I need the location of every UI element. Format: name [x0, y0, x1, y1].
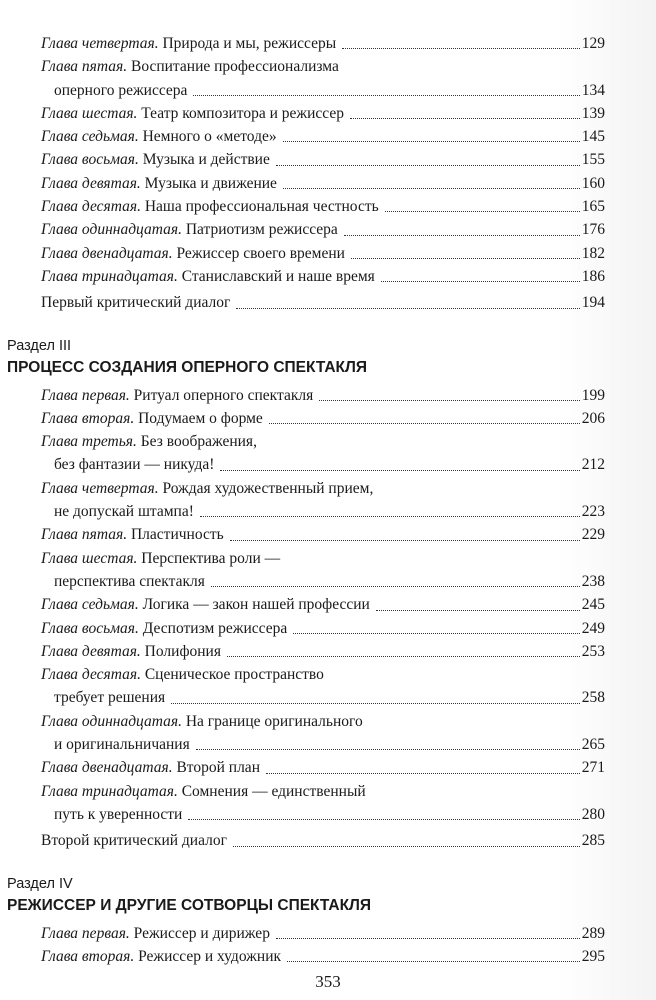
- page-ref: 155: [581, 151, 605, 169]
- dot-leader: [211, 570, 580, 587]
- chapter-number: Глава восьмая.: [41, 619, 139, 637]
- toc-entry-continuation: [41, 570, 605, 593]
- chapter-title: Музыка и действие: [142, 151, 270, 169]
- chapter-title: Театр композитора и режиссер: [141, 104, 344, 122]
- chapter-number: Глава первая.: [41, 386, 130, 404]
- toc-entry-continuation: [41, 500, 605, 523]
- dot-leader: [276, 148, 580, 165]
- toc-entry: [41, 617, 605, 640]
- toc-entry: [41, 384, 605, 407]
- page-ref: 165: [581, 198, 605, 216]
- chapter-number: Глава четвертая.: [41, 479, 159, 497]
- dot-leader: [381, 265, 580, 282]
- chapter-title: Полифония: [144, 642, 221, 660]
- chapter-title: Воспитание профессионализма: [130, 58, 339, 76]
- toc-entry-continuation: [41, 733, 605, 756]
- page-ref: 145: [581, 128, 605, 146]
- page-ref: 160: [581, 174, 605, 192]
- chapter-title-continued: оперного режиссера: [54, 81, 188, 99]
- page-number: 353: [315, 972, 341, 991]
- page-ref: 194: [581, 294, 605, 312]
- toc-entry: [41, 593, 605, 616]
- chapter-number: Глава шестая.: [41, 104, 138, 122]
- dot-leader: [376, 593, 580, 610]
- page-ref: 176: [581, 221, 605, 239]
- chapter-number: Глава одиннадцатая.: [41, 221, 182, 239]
- chapter-number: Глава десятая.: [41, 666, 141, 684]
- chapter-number: Глава пятая.: [41, 58, 128, 76]
- chapter-title: Наша профессиональная честность: [144, 198, 379, 216]
- toc-entry: [41, 945, 605, 968]
- toc-entry: [41, 218, 605, 241]
- chapter-number: Глава одиннадцатая.: [41, 712, 182, 730]
- toc-entry-continuation: [41, 686, 605, 709]
- page-ref: 186: [581, 267, 605, 285]
- dot-leader: [344, 218, 580, 235]
- dot-leader: [342, 32, 580, 49]
- chapter-title: Рождая художественный прием,: [162, 479, 374, 497]
- page-ref: 206: [581, 409, 605, 427]
- chapter-title-continued: перспектива спектакля: [54, 572, 205, 590]
- toc-entry: [41, 407, 605, 430]
- page-ref: 223: [581, 503, 605, 521]
- page-ref: 199: [581, 386, 605, 404]
- toc-entry: [41, 477, 605, 500]
- dot-leader: [200, 500, 580, 517]
- chapter-number: Глава четвертая.: [41, 35, 159, 52]
- toc-entry: [41, 172, 605, 195]
- dot-leader: [350, 102, 580, 119]
- toc-dialog-entry: [41, 291, 605, 314]
- chapter-number: Глава десятая.: [41, 198, 141, 216]
- toc-entry: [41, 710, 605, 733]
- chapter-number: Глава двенадцатая.: [41, 244, 173, 262]
- chapter-title-continued: без фантазии — никуда!: [54, 456, 215, 474]
- chapter-title: Режиссер и художник: [138, 947, 282, 965]
- section-spacer: [0, 315, 656, 336]
- page-ref: 265: [581, 736, 605, 754]
- chapter-number: Глава пятая.: [41, 526, 128, 544]
- dot-leader: [283, 125, 580, 142]
- chapter-number: Глава восьмая.: [41, 151, 139, 169]
- chapter-number: Глава вторая.: [41, 947, 135, 965]
- page-ref: 229: [581, 526, 605, 544]
- chapter-number: Глава вторая.: [41, 409, 135, 427]
- dot-leader: [193, 79, 579, 96]
- dot-leader: [283, 172, 580, 189]
- toc-entry: [41, 32, 605, 55]
- dot-leader: [188, 803, 579, 820]
- toc-dialog-entry: [41, 829, 605, 852]
- page-ref: 129: [581, 35, 605, 52]
- page-ref: 280: [581, 805, 605, 823]
- chapter-number: Глава девятая.: [41, 642, 141, 660]
- chapter-title: Деспотизм режиссера: [142, 619, 288, 637]
- chapter-title-continued: и оригинальничания: [54, 736, 190, 754]
- page-ref: 258: [581, 689, 605, 707]
- toc-entry: [41, 523, 605, 546]
- toc-entry: [41, 125, 605, 148]
- chapter-title: Сценическое пространство: [144, 666, 324, 684]
- chapter-title: Первый критический диалог: [41, 294, 231, 312]
- dot-leader: [227, 640, 580, 657]
- dot-leader: [266, 756, 580, 773]
- chapter-number: Глава седьмая.: [41, 128, 139, 146]
- toc-entry: [41, 265, 605, 288]
- chapter-title: Режиссер своего времени: [176, 244, 345, 262]
- chapter-title-continued: путь к уверенности: [54, 805, 183, 823]
- toc-entry-continuation: [41, 803, 605, 826]
- chapter-number: Глава седьмая.: [41, 596, 139, 614]
- toc-entry: [41, 780, 605, 803]
- dot-leader: [269, 407, 580, 424]
- dot-leader: [196, 733, 580, 750]
- dot-leader: [171, 686, 580, 703]
- chapter-title: Немного о «методе»: [142, 128, 277, 146]
- dot-leader: [230, 523, 580, 540]
- dot-leader: [220, 453, 579, 470]
- chapter-number: Глава третья.: [41, 433, 137, 451]
- page-ref: 245: [581, 596, 605, 614]
- page-ref: 212: [581, 456, 605, 474]
- chapter-title: Второй план: [176, 759, 260, 777]
- page-ref: 253: [581, 642, 605, 660]
- section-title: ПРОЦЕСС СОЗДАНИЯ ОПЕРНОГО СПЕКТАКЛЯ: [7, 358, 368, 376]
- section-label: Раздел III: [7, 337, 72, 354]
- dot-leader: [293, 617, 580, 634]
- page-ref: 285: [581, 832, 605, 850]
- toc-entry: [41, 922, 605, 945]
- chapter-title: Природа и мы, режиссеры: [162, 35, 337, 52]
- chapter-title: Без воображения,: [140, 433, 257, 451]
- dot-leader: [351, 242, 580, 259]
- chapter-title: Станиславский и наше время: [181, 267, 375, 285]
- chapter-title: Ритуал оперного спектакля: [133, 386, 314, 404]
- toc-entry-continuation: [41, 453, 605, 476]
- toc-entry: [41, 547, 605, 570]
- chapter-title: Подумаем о форме: [138, 409, 263, 427]
- chapter-number: Глава девятая.: [41, 174, 141, 192]
- toc-entry: [41, 640, 605, 663]
- toc-entry: [41, 430, 605, 453]
- chapter-title: Режиссер и дирижер: [133, 924, 270, 942]
- section-title: РЕЖИССЕР И ДРУГИЕ СОТВОРЦЫ СПЕКТАКЛЯ: [7, 896, 372, 914]
- chapter-title-continued: требует решения: [54, 689, 166, 707]
- chapter-number: Глава первая.: [41, 924, 130, 942]
- dot-leader: [276, 922, 580, 939]
- chapter-title: Сомнения — единственный: [181, 782, 366, 800]
- chapter-title: Патриотизм режиссера: [185, 221, 338, 239]
- toc-entry: [41, 756, 605, 779]
- dot-leader: [236, 291, 579, 308]
- page-ref: 139: [581, 104, 605, 122]
- section-spacer: [0, 853, 656, 874]
- page-ref: 182: [581, 244, 605, 262]
- dot-leader: [287, 945, 580, 962]
- chapter-title-continued: не допускай штампа!: [54, 503, 194, 521]
- page-ref: 134: [581, 81, 605, 99]
- page-ref: 249: [581, 619, 605, 637]
- toc-entry: [41, 663, 605, 686]
- page-ref: 238: [581, 572, 605, 590]
- chapter-title: Второй критический диалог: [41, 832, 227, 850]
- table-of-contents: [0, 32, 656, 968]
- dot-leader: [233, 829, 580, 846]
- chapter-title: Перспектива роли —: [141, 549, 281, 567]
- chapter-title: Пластичность: [130, 526, 224, 544]
- chapter-number: Глава тринадцатая.: [41, 782, 178, 800]
- chapter-title: Музыка и движение: [144, 174, 277, 192]
- chapter-number: Глава шестая.: [41, 549, 138, 567]
- toc-entry: [41, 55, 605, 78]
- page-ref: 289: [581, 924, 605, 942]
- page-ref: 295: [581, 947, 605, 965]
- toc-entry: [41, 102, 605, 125]
- chapter-number: Глава двенадцатая.: [41, 759, 173, 777]
- dot-leader: [319, 384, 580, 401]
- chapter-number: Глава тринадцатая.: [41, 267, 178, 285]
- page-ref: 271: [581, 759, 605, 777]
- chapter-title: На границе оригинального: [185, 712, 363, 730]
- toc-entry: [41, 148, 605, 171]
- toc-entry: [41, 242, 605, 265]
- toc-entry-continuation: [41, 79, 605, 102]
- toc-entry: [41, 195, 605, 218]
- chapter-title: Логика — закон нашей профессии: [142, 596, 370, 614]
- section-label: Раздел IV: [7, 875, 73, 892]
- dot-leader: [385, 195, 580, 212]
